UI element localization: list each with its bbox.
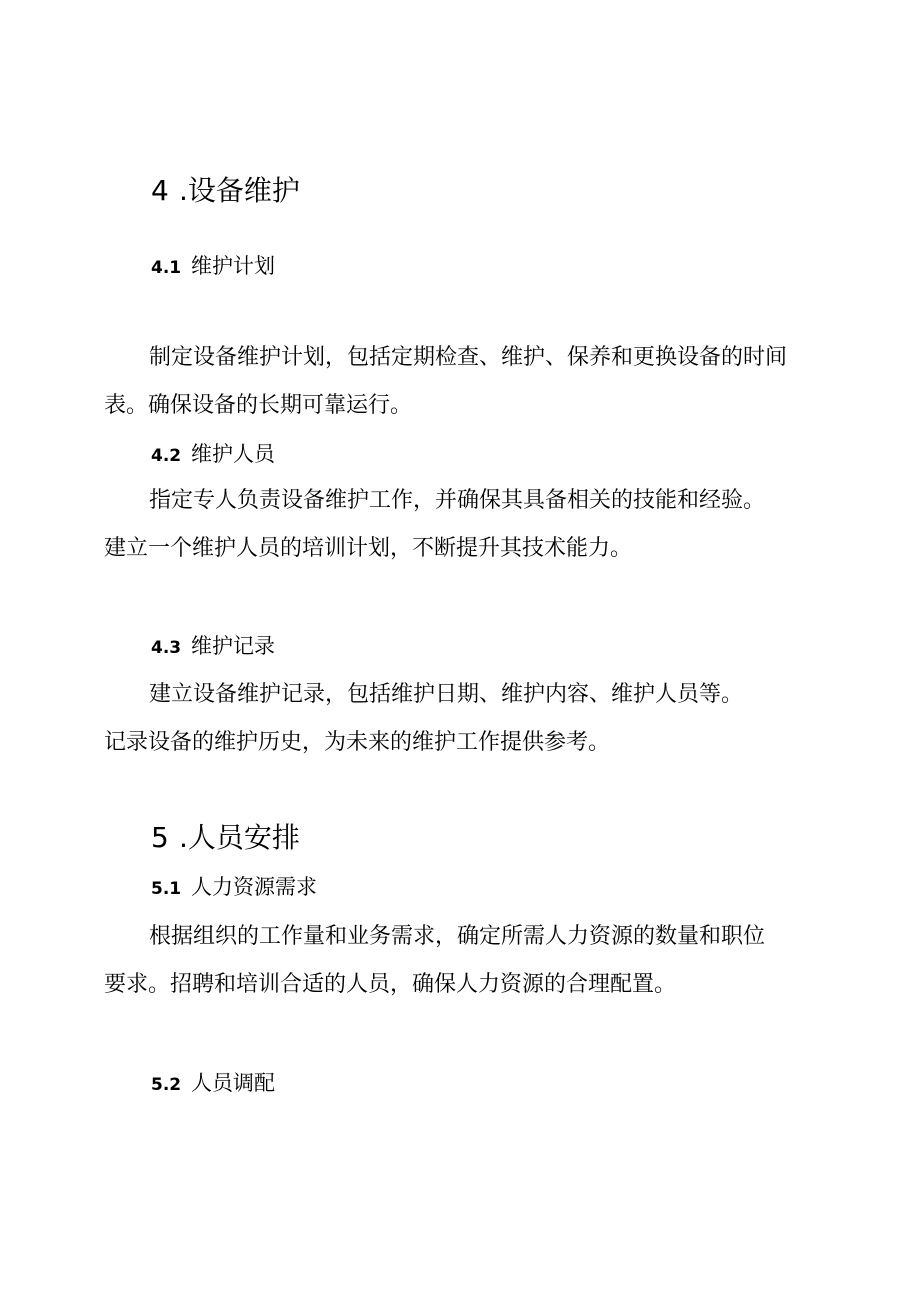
paragraph-4-2 — [104, 477, 834, 573]
subsection-number: 5.2 — [151, 1075, 182, 1095]
section-title: .设备维护 — [179, 174, 300, 207]
subsection-title: 人力资源需求 — [191, 875, 317, 899]
subsection-title: 维护人员 — [191, 442, 275, 466]
subsection-number: 4.1 — [151, 258, 182, 278]
paragraph-5-1 — [104, 913, 834, 1009]
paragraph-4-3 — [104, 671, 834, 767]
paragraph-line: 制定设备维护计划，包括定期检查、维护、保养和更换设备的时间 — [149, 345, 788, 370]
section-number: 5 — [151, 821, 169, 854]
section-number: 4 — [151, 174, 169, 207]
subsection-number: 5.1 — [151, 879, 182, 899]
subsection-heading-4-3 — [151, 632, 275, 662]
section-heading-4 — [151, 174, 300, 208]
paragraph-4-1 — [104, 334, 834, 430]
section-title: .人员安排 — [179, 821, 300, 854]
subsection-number: 4.3 — [151, 638, 182, 658]
subsection-heading-4-2 — [151, 440, 275, 470]
subsection-heading-4-1 — [151, 252, 275, 282]
paragraph-line: 建立设备维护记录，包括维护日期、维护内容、维护人员等。 — [149, 682, 744, 707]
paragraph-line: 记录设备的维护历史，为未来的维护工作提供参考。 — [104, 730, 611, 755]
subsection-title: 维护计划 — [191, 254, 275, 278]
section-heading-5 — [151, 821, 300, 855]
subsection-title: 人员调配 — [191, 1071, 275, 1095]
subsection-number: 4.2 — [151, 446, 182, 466]
paragraph-line: 要求。招聘和培训合适的人员，确保人力资源的合理配置。 — [104, 972, 677, 997]
paragraph-line: 根据组织的工作量和业务需求，确定所需人力资源的数量和职位 — [149, 924, 766, 949]
subsection-heading-5-1 — [151, 873, 317, 903]
paragraph-line: 指定专人负责设备维护工作，并确保其具备相关的技能和经验。 — [149, 488, 766, 513]
paragraph-line: 建立一个维护人员的培训计划，不断提升其技术能力。 — [104, 536, 633, 561]
subsection-title: 维护记录 — [191, 634, 275, 658]
paragraph-line: 表。确保设备的长期可靠运行。 — [104, 393, 413, 418]
subsection-heading-5-2 — [151, 1069, 275, 1099]
